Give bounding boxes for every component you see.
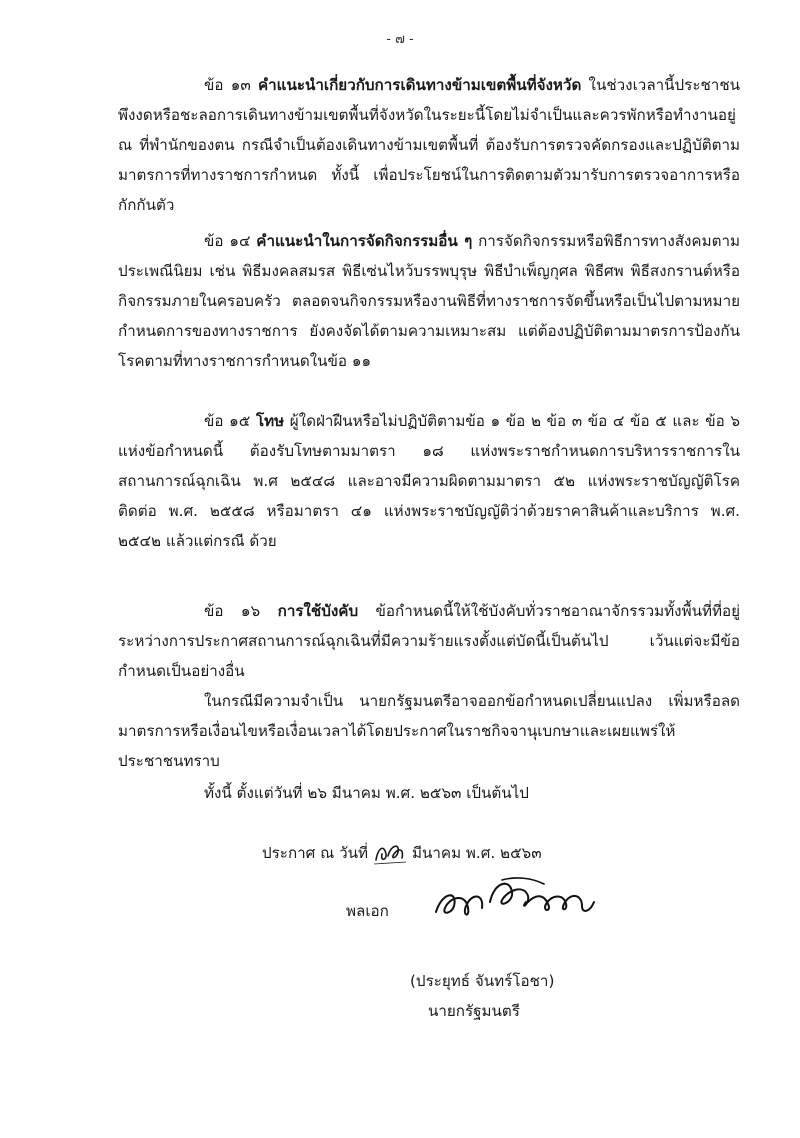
clause-15-heading: โทษ [255, 412, 285, 430]
clause-13-number: ข้อ ๑๓ [204, 76, 251, 94]
signatory-name: (ประยุทธ์ จันทร์โอชา) [410, 972, 555, 990]
signatory-position: นายกรัฐมนตรี [428, 1002, 520, 1020]
clause-16-body-2: ในกรณีมีความจำเป็น นายกรัฐมนตรีอาจออกข้อกำหนดเปลี่ยนแปลง เพิ่มหรือลดมาตรการหรือเงื่อนไขหรือเงื่อนเวลาได้โดยประกาศในราชกิจจานุเบกษาและเผยแพร่ให้ประชาชนทราบ [118, 692, 740, 770]
clause-16-heading: การใช้บังคับ [277, 602, 359, 620]
clause-16-body: ข้อกำหนดนี้ให้ใช้บังคับทั่วราชอาณาจักรรวมทั้งพื้นที่ที่อยู่ระหว่างการประกาศสถานการณ์ฉุกเฉินที่มีความร้ายแรงตั้งแต่บัดนี้เป็นต้นไป เว้นแต่จะมีข้อกำหนดเป็นอย่างอื่น [118, 602, 741, 680]
signature-mark [432, 872, 602, 930]
clause-14-number: ข้อ ๑๔ [204, 232, 251, 250]
clause-16-paragraph-2 [118, 686, 740, 776]
clause-15 [118, 406, 740, 556]
clause-15-number: ข้อ ๑๕ [204, 412, 251, 430]
announce-suffix: มีนาคม พ.ศ. ๒๕๖๓ [412, 844, 542, 862]
effective-date: ทั้งนี้ ตั้งแต่วันที่ ๒๖ มีนาคม พ.ศ. ๒๕๖๓ เป็นต้นไป [204, 784, 529, 802]
signature-rank: พลเอก [346, 902, 389, 920]
clause-16-number: ข้อ ๑๖ [204, 602, 261, 620]
clause-14-body: การจัดกิจกรรมหรือพิธีการทางสังคมตามประเพณีนิยม เช่น พิธีมงคลสมรส พิธีเซ่นไหว้บรรพบุรุษ พิธีบำเพ็ญกุศล พิธีศพ พิธีสงกรานต์หรือกิจกรรมภายในครอบครัว ตลอดจนกิจกรรมหรืองานพิธีที่ทางราชการจัดขึ้นหรือเป็นไปตามหมายกำหนดการของทางราชการ ยังคงจัดได้ตามความเหมาะสม แต่ต้องปฏิบัติตามมาตรการป้องกันโรคตามที่ทางราชการกำหนดในข้อ ๑๑ [118, 232, 740, 370]
page-number: - ๗ - [386, 32, 414, 47]
handwritten-day [370, 834, 410, 870]
announce-prefix: ประกาศ ณ วันที่ [262, 844, 368, 862]
clause-13 [118, 70, 740, 220]
clause-16 [118, 596, 740, 686]
clause-14 [118, 226, 740, 376]
clause-13-body: ในช่วงเวลานี้ประชาชนพึงงดหรือชะลอการเดินทางข้ามเขตพื้นที่จังหวัดในระยะนี้โดยไม่จำเป็นและควรพักหรือทำงานอยู่ ณ ที่พำนักของตน กรณีจำเป็นต้องเดินทางข้ามเขตพื้นที่ ต้องรับการตรวจคัดกรองและปฏิบัติตามมาตรการที่ทางราชการกำหนด ทั้งนี้ เพื่อประโยชน์ในการติดตามตัวมารับการตรวจอาการหรือกักกันตัว [118, 76, 741, 214]
clause-14-heading: คำแนะนำในการจัดกิจกรรมอื่น ๆ [256, 232, 473, 250]
clause-13-heading: คำแนะนำเกี่ยวกับการเดินทางข้ามเขตพื้นที่จังหวัด [257, 76, 582, 94]
clause-15-body: ผู้ใดฝ่าฝืนหรือไม่ปฏิบัติตามข้อ ๑ ข้อ ๒ ข้อ ๓ ข้อ ๔ ข้อ ๕ และ ข้อ ๖ แห่งข้อกำหนดนี้ ต้องรับโทษตามมาตรา ๑๘ แห่งพระราชกำหนดการบริหารราชการในสถานการณ์ฉุกเฉิน พ.ศ ๒๕๔๘ และอาจมีความผิดตามมาตรา ๕๒ แห่งพระราชบัญญัติโรคติดต่อ พ.ศ. ๒๕๕๘ หรือมาตรา ๔๑ แห่งพระราชบัญญัติว่าด้วยราคาสินค้าและบริการ พ.ศ. ๒๕๔๒ แล้วแต่กรณี ด้วย [118, 412, 741, 550]
